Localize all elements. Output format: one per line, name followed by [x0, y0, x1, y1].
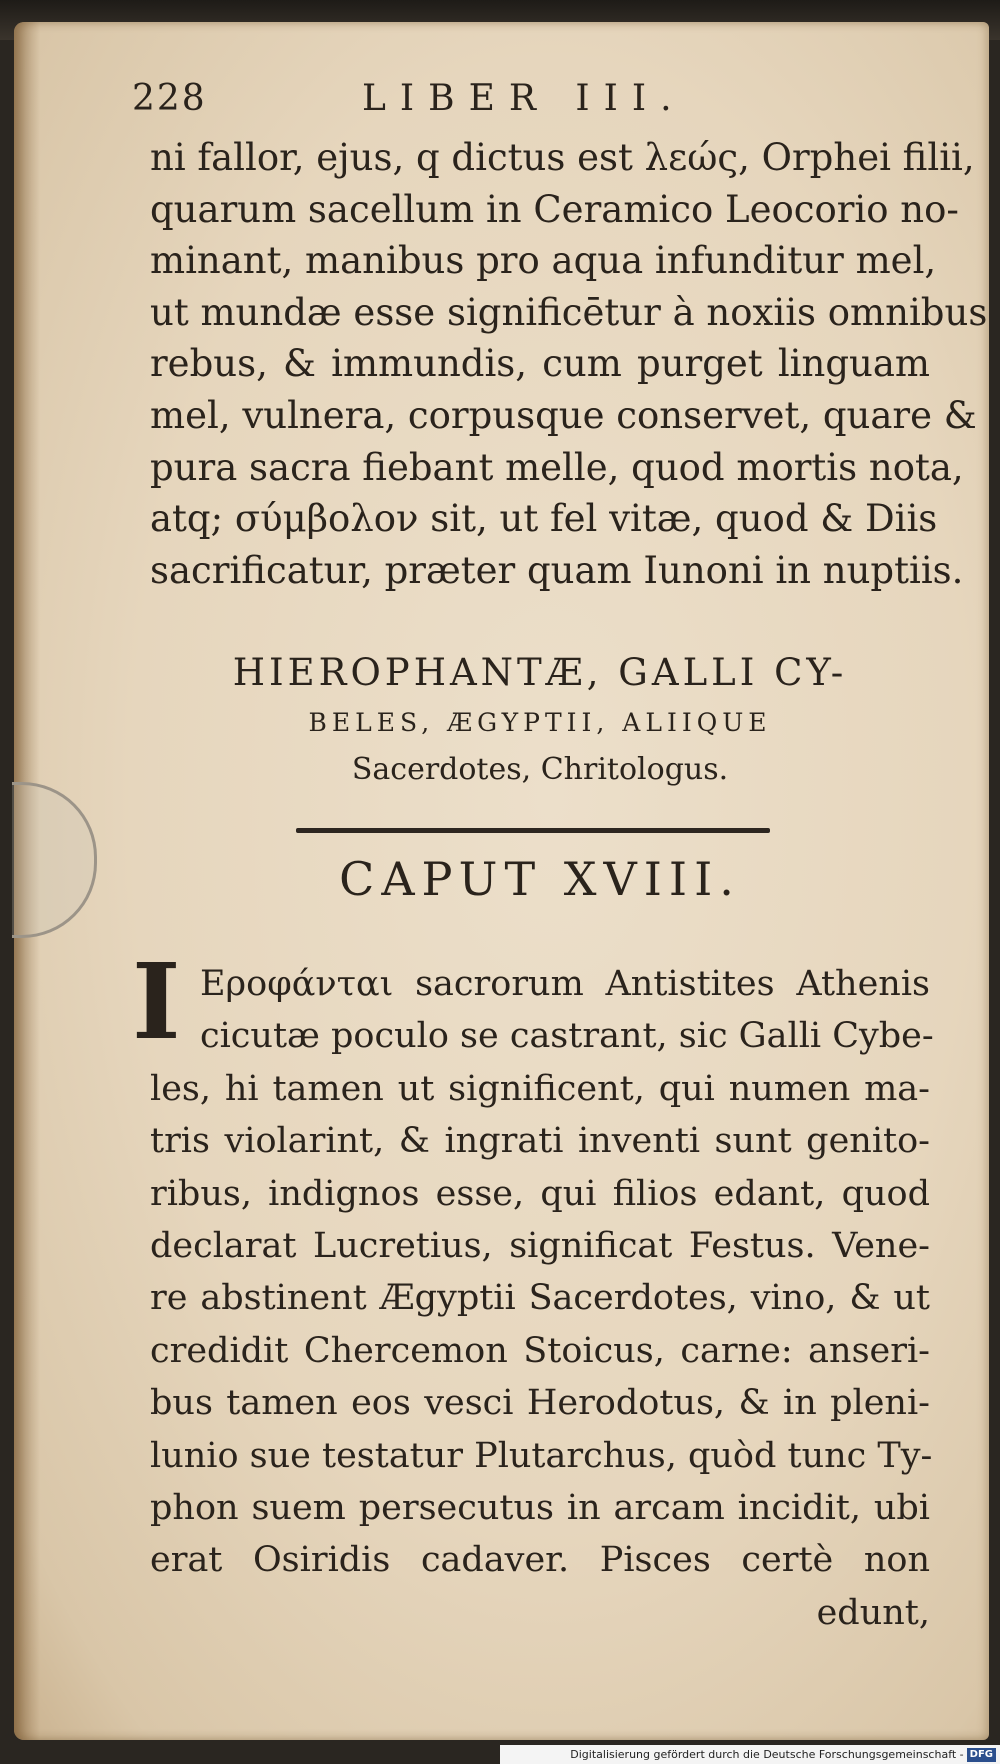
text-line: minant, manibus pro aqua infunditur mel,	[150, 239, 937, 283]
paragraph-1	[150, 132, 988, 596]
page-number: 228	[132, 78, 207, 119]
page-clip	[12, 782, 97, 938]
digitization-footer	[500, 1745, 1000, 1764]
dfg-logo: DFG	[967, 1748, 996, 1762]
text-line: tris violarint, & ingrati inventi sunt genito-	[150, 1121, 930, 1162]
paragraph-2	[150, 958, 934, 1639]
text-line: rebus, & immundis, cum purget linguam	[150, 342, 930, 386]
text-line: cicutæ poculo se castrant, sic Galli Cybe-	[200, 1016, 934, 1057]
text-line: credidit Chercemon Stoicus, carne: anseri-	[150, 1330, 930, 1371]
text-line: pura sacra fiebant melle, quod mortis nota,	[150, 445, 964, 489]
text-line: les, hi tamen ut significent, qui numen ma-	[150, 1068, 930, 1109]
drop-cap: I	[132, 940, 181, 1063]
footer-text: Digitalisierung gefördert durch die Deutsche Forschungsgemeinschaft -	[570, 1748, 964, 1761]
text-line: atq; σύμβολον sit, ut fel vitæ, quod & Diis	[150, 497, 938, 541]
text-line: ut mundæ esse significētur à noxiis omnibus	[150, 290, 988, 334]
section-title-line-1: HIEROPHANTÆ, GALLI CY-	[232, 651, 848, 694]
text-line: mel, vulnera, corpusque conservet, quare &	[150, 393, 977, 437]
text-line: erat Osiridis cadaver. Pisces certè non	[150, 1540, 930, 1581]
section-title-line-2: BELES, ÆGYPTII, ALIIQUE	[308, 708, 772, 737]
running-title: LIBER III.	[362, 78, 686, 119]
text-line: quarum sacellum in Ceramico Leocorio no-	[150, 187, 959, 231]
text-line: Εροφάνται sacrorum Antistites Athenis	[200, 964, 930, 1004]
text-line: re abstinent Ægyptii Sacerdotes, vino, & ut	[150, 1278, 930, 1319]
text-line: ni fallor, ejus, q dictus est λεώς, Orphei filii,	[150, 136, 975, 179]
chapter-heading: CAPUT XVIII.	[339, 852, 741, 906]
section-title-line-3: Sacerdotes, Chritologus.	[351, 752, 729, 787]
text-line: phon suem persecutus in arcam incidit, ubi	[150, 1487, 930, 1528]
text-line: declarat Lucretius, significat Festus. Vene-	[150, 1225, 930, 1266]
running-header	[132, 78, 832, 130]
text-line: ribus, indignos esse, qui filios edant, quod	[150, 1173, 930, 1214]
horizontal-rule	[296, 828, 770, 833]
text-line: sacrificatur, præter quam Iunoni in nuptiis.	[150, 548, 964, 592]
section-title	[150, 646, 930, 794]
catchword: edunt,	[816, 1592, 930, 1633]
text-line: bus tamen eos vesci Herodotus, & in pleni-	[150, 1383, 930, 1424]
text-line: lunio sue testatur Plutarchus, quòd tunc Ty-	[150, 1435, 933, 1476]
